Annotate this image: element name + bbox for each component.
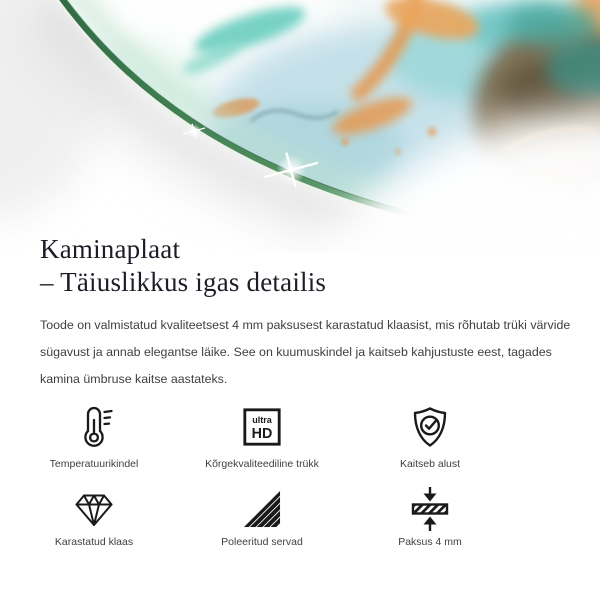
feature-label: Paksus 4 mm — [398, 536, 462, 548]
feature-item-temperature — [14, 403, 174, 471]
feature-item-print-quality — [182, 403, 342, 471]
ultra-hd-icon — [241, 406, 283, 448]
shield-check-icon — [408, 405, 452, 449]
product-description — [40, 312, 585, 393]
feature-label: Temperatuurikindel — [49, 458, 139, 470]
feature-item-tempered-glass — [14, 489, 174, 549]
feature-label: Kõrgekvaliteediline trükk — [205, 458, 319, 470]
feature-label: Kaitseb alust — [399, 458, 461, 470]
feature-item-thickness — [350, 489, 510, 549]
ultra-hd-icon-text-bottom: HD — [251, 425, 273, 442]
description-line-1: Toode on valmistatud kvaliteetsest 4 mm paksusest karastatud klaasist, mis rõhutab trüki värvide — [40, 318, 571, 332]
feature-label: Poleeritud servad — [221, 536, 303, 548]
ultra-hd-icon-text-top: ultra — [252, 415, 272, 426]
feature-item-protects-base — [350, 403, 510, 471]
feature-grid — [14, 403, 519, 549]
page-title — [40, 233, 326, 299]
description-line-3: kamina ümbruse kaitse aastateks. — [40, 372, 228, 386]
description-line-2: sügavust ja annab elegantse läike. See on kuumuskindel ja kaitseb kahjustuste eest, tagades — [40, 345, 552, 359]
diamond-icon — [72, 489, 116, 529]
thermometer-icon — [72, 404, 116, 450]
page-title-line-1: Kaminaplaat — [40, 234, 181, 264]
polished-edges-icon — [241, 488, 283, 530]
product-photo — [0, 0, 600, 252]
feature-label: Karastatud klaas — [54, 536, 134, 548]
page-title-line-2: – Täiuslikkus igas detailis — [40, 267, 327, 297]
feature-item-polished-edges — [182, 489, 342, 549]
thickness-icon — [408, 486, 452, 532]
